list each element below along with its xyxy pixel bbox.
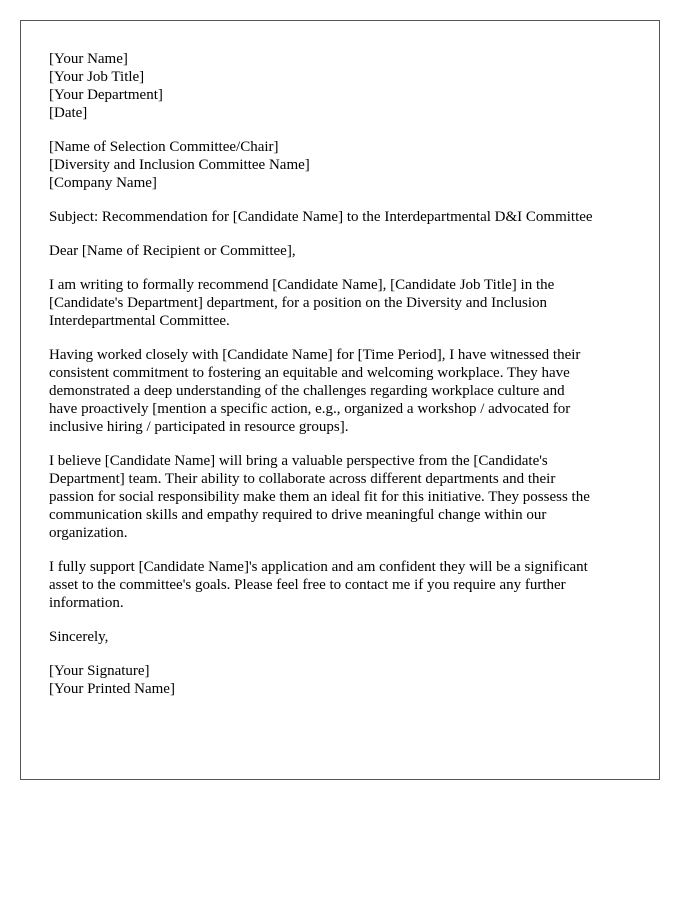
salutation-text: Dear [Name of Recipient or Committee], xyxy=(49,243,296,259)
body-line: information. xyxy=(49,595,124,611)
letter-page xyxy=(20,20,660,780)
salutation xyxy=(49,242,639,260)
subject-text: Subject: Recommendation for [Candidate Name] to the Interdepartmental D&I Committee xyxy=(49,209,593,225)
subject-line xyxy=(49,208,639,226)
signature: [Your Signature] xyxy=(49,663,150,679)
body-line: Department] team. Their ability to collaborate across different departments and their xyxy=(49,471,556,487)
sender-block xyxy=(49,50,639,122)
sender-name: [Your Name] xyxy=(49,51,128,67)
recipient-committee-name: [Diversity and Inclusion Committee Name] xyxy=(49,157,310,173)
recipient-company: [Company Name] xyxy=(49,175,157,191)
body-paragraph-1 xyxy=(49,276,639,330)
body-line: asset to the committee's goals. Please feel free to contact me if you require any further xyxy=(49,577,566,593)
body-line: Interdepartmental Committee. xyxy=(49,313,230,329)
body-line: [Candidate's Department] department, for a position on the Diversity and Inclusion xyxy=(49,295,547,311)
body-line: I fully support [Candidate Name]'s application and am confident they will be a significant xyxy=(49,559,588,575)
recipient-committee-chair: [Name of Selection Committee/Chair] xyxy=(49,139,279,155)
body-line: passion for social responsibility make them an ideal fit for this initiative. They possess the xyxy=(49,489,590,505)
letter-date: [Date] xyxy=(49,105,88,121)
closing xyxy=(49,628,639,646)
body-line: I believe [Candidate Name] will bring a valuable perspective from the [Candidate's xyxy=(49,453,548,469)
body-line: communication skills and empathy required to drive meaningful change within our xyxy=(49,507,547,523)
body-line: demonstrated a deep understanding of the challenges regarding workplace culture and xyxy=(49,383,565,399)
body-paragraph-4 xyxy=(49,558,639,612)
closing-text: Sincerely, xyxy=(49,629,109,645)
body-paragraph-3 xyxy=(49,452,639,542)
body-line: organization. xyxy=(49,525,128,541)
body-line: inclusive hiring / participated in resource groups]. xyxy=(49,419,349,435)
body-line: Having worked closely with [Candidate Name] for [Time Period], I have witnessed their xyxy=(49,347,581,363)
body-line: have proactively [mention a specific action, e.g., organized a workshop / advocated for xyxy=(49,401,571,417)
body-paragraph-2 xyxy=(49,346,639,436)
printed-name: [Your Printed Name] xyxy=(49,681,175,697)
body-line: consistent commitment to fostering an equitable and welcoming workplace. They have xyxy=(49,365,570,381)
sender-job-title: [Your Job Title] xyxy=(49,69,145,85)
body-line: I am writing to formally recommend [Candidate Name], [Candidate Job Title] in the xyxy=(49,277,555,293)
recipient-block xyxy=(49,138,639,192)
signature-block xyxy=(49,662,639,698)
sender-department: [Your Department] xyxy=(49,87,163,103)
